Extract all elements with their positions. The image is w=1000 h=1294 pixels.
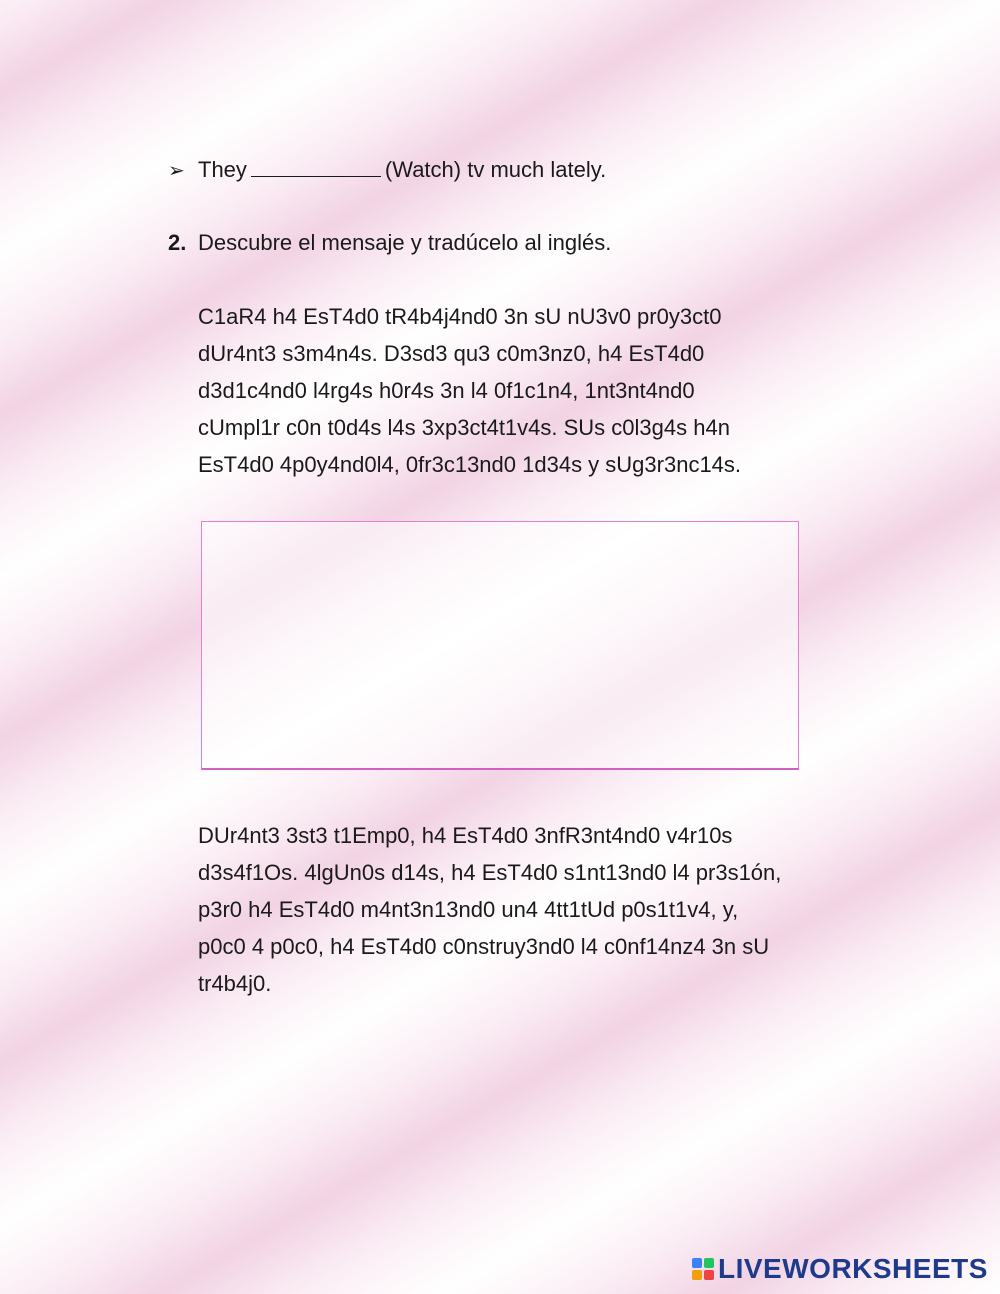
logo-text: LIVEWORKSHEETS bbox=[718, 1253, 988, 1284]
paragraph-line: d3s4f1Os. 4lgUn0s d14s, h4 EsT4d0 s1nt13nd0 l4 pr3s1ón, bbox=[198, 860, 782, 885]
paragraph-line: C1aR4 h4 EsT4d0 tR4b4j4nd0 3n sU nU3v0 pr0y3ct0 bbox=[198, 304, 722, 329]
exercise-item bbox=[168, 151, 606, 190]
fill-in-blank[interactable] bbox=[251, 154, 381, 177]
exercise-item-prefix: They bbox=[198, 157, 247, 182]
paragraph-line: tr4b4j0. bbox=[198, 971, 272, 996]
exercise-item-suffix: (Watch) tv much lately. bbox=[384, 157, 607, 182]
translation-answer-box[interactable] bbox=[201, 521, 799, 770]
paragraph-line: p3r0 h4 EsT4d0 m4nt3n13nd0 un4 4tt1tUd p0s1t1v4, y, bbox=[198, 897, 739, 922]
paragraph-line: cUmpl1r c0n t0d4s l4s 3xp3ct4t1v4s. SUs c0l3g4s h4n bbox=[198, 415, 730, 440]
question-number: 2. bbox=[168, 230, 187, 255]
paragraph-line: d3d1c4nd0 l4rg4s h0r4s 3n l4 0f1c1n4, 1nt3nt4nd0 bbox=[198, 378, 695, 403]
question-instruction: Descubre el mensaje y tradúcelo al inglés. bbox=[198, 230, 612, 255]
liveworksheets-logo bbox=[692, 1254, 988, 1284]
paragraph-line: DUr4nt3 3st3 t1Emp0, h4 EsT4d0 3nfR3nt4nd0 v4r10s bbox=[198, 823, 733, 848]
paragraph-line: EsT4d0 4p0y4nd0l4, 0fr3c13nd0 1d34s y sUg3r3nc14s. bbox=[198, 452, 742, 477]
paragraph-line: p0c0 4 p0c0, h4 EsT4d0 c0nstruy3nd0 l4 c0nf14nz4 3n sU bbox=[198, 934, 770, 959]
liveworksheets-logo-icon bbox=[692, 1258, 714, 1280]
coded-paragraph-1 bbox=[198, 298, 878, 483]
coded-paragraph-2 bbox=[198, 817, 878, 1002]
arrow-bullet-icon: ➢ bbox=[168, 160, 185, 182]
paragraph-line: dUr4nt3 s3m4n4s. D3sd3 qu3 c0m3nz0, h4 EsT4d0 bbox=[198, 341, 705, 366]
